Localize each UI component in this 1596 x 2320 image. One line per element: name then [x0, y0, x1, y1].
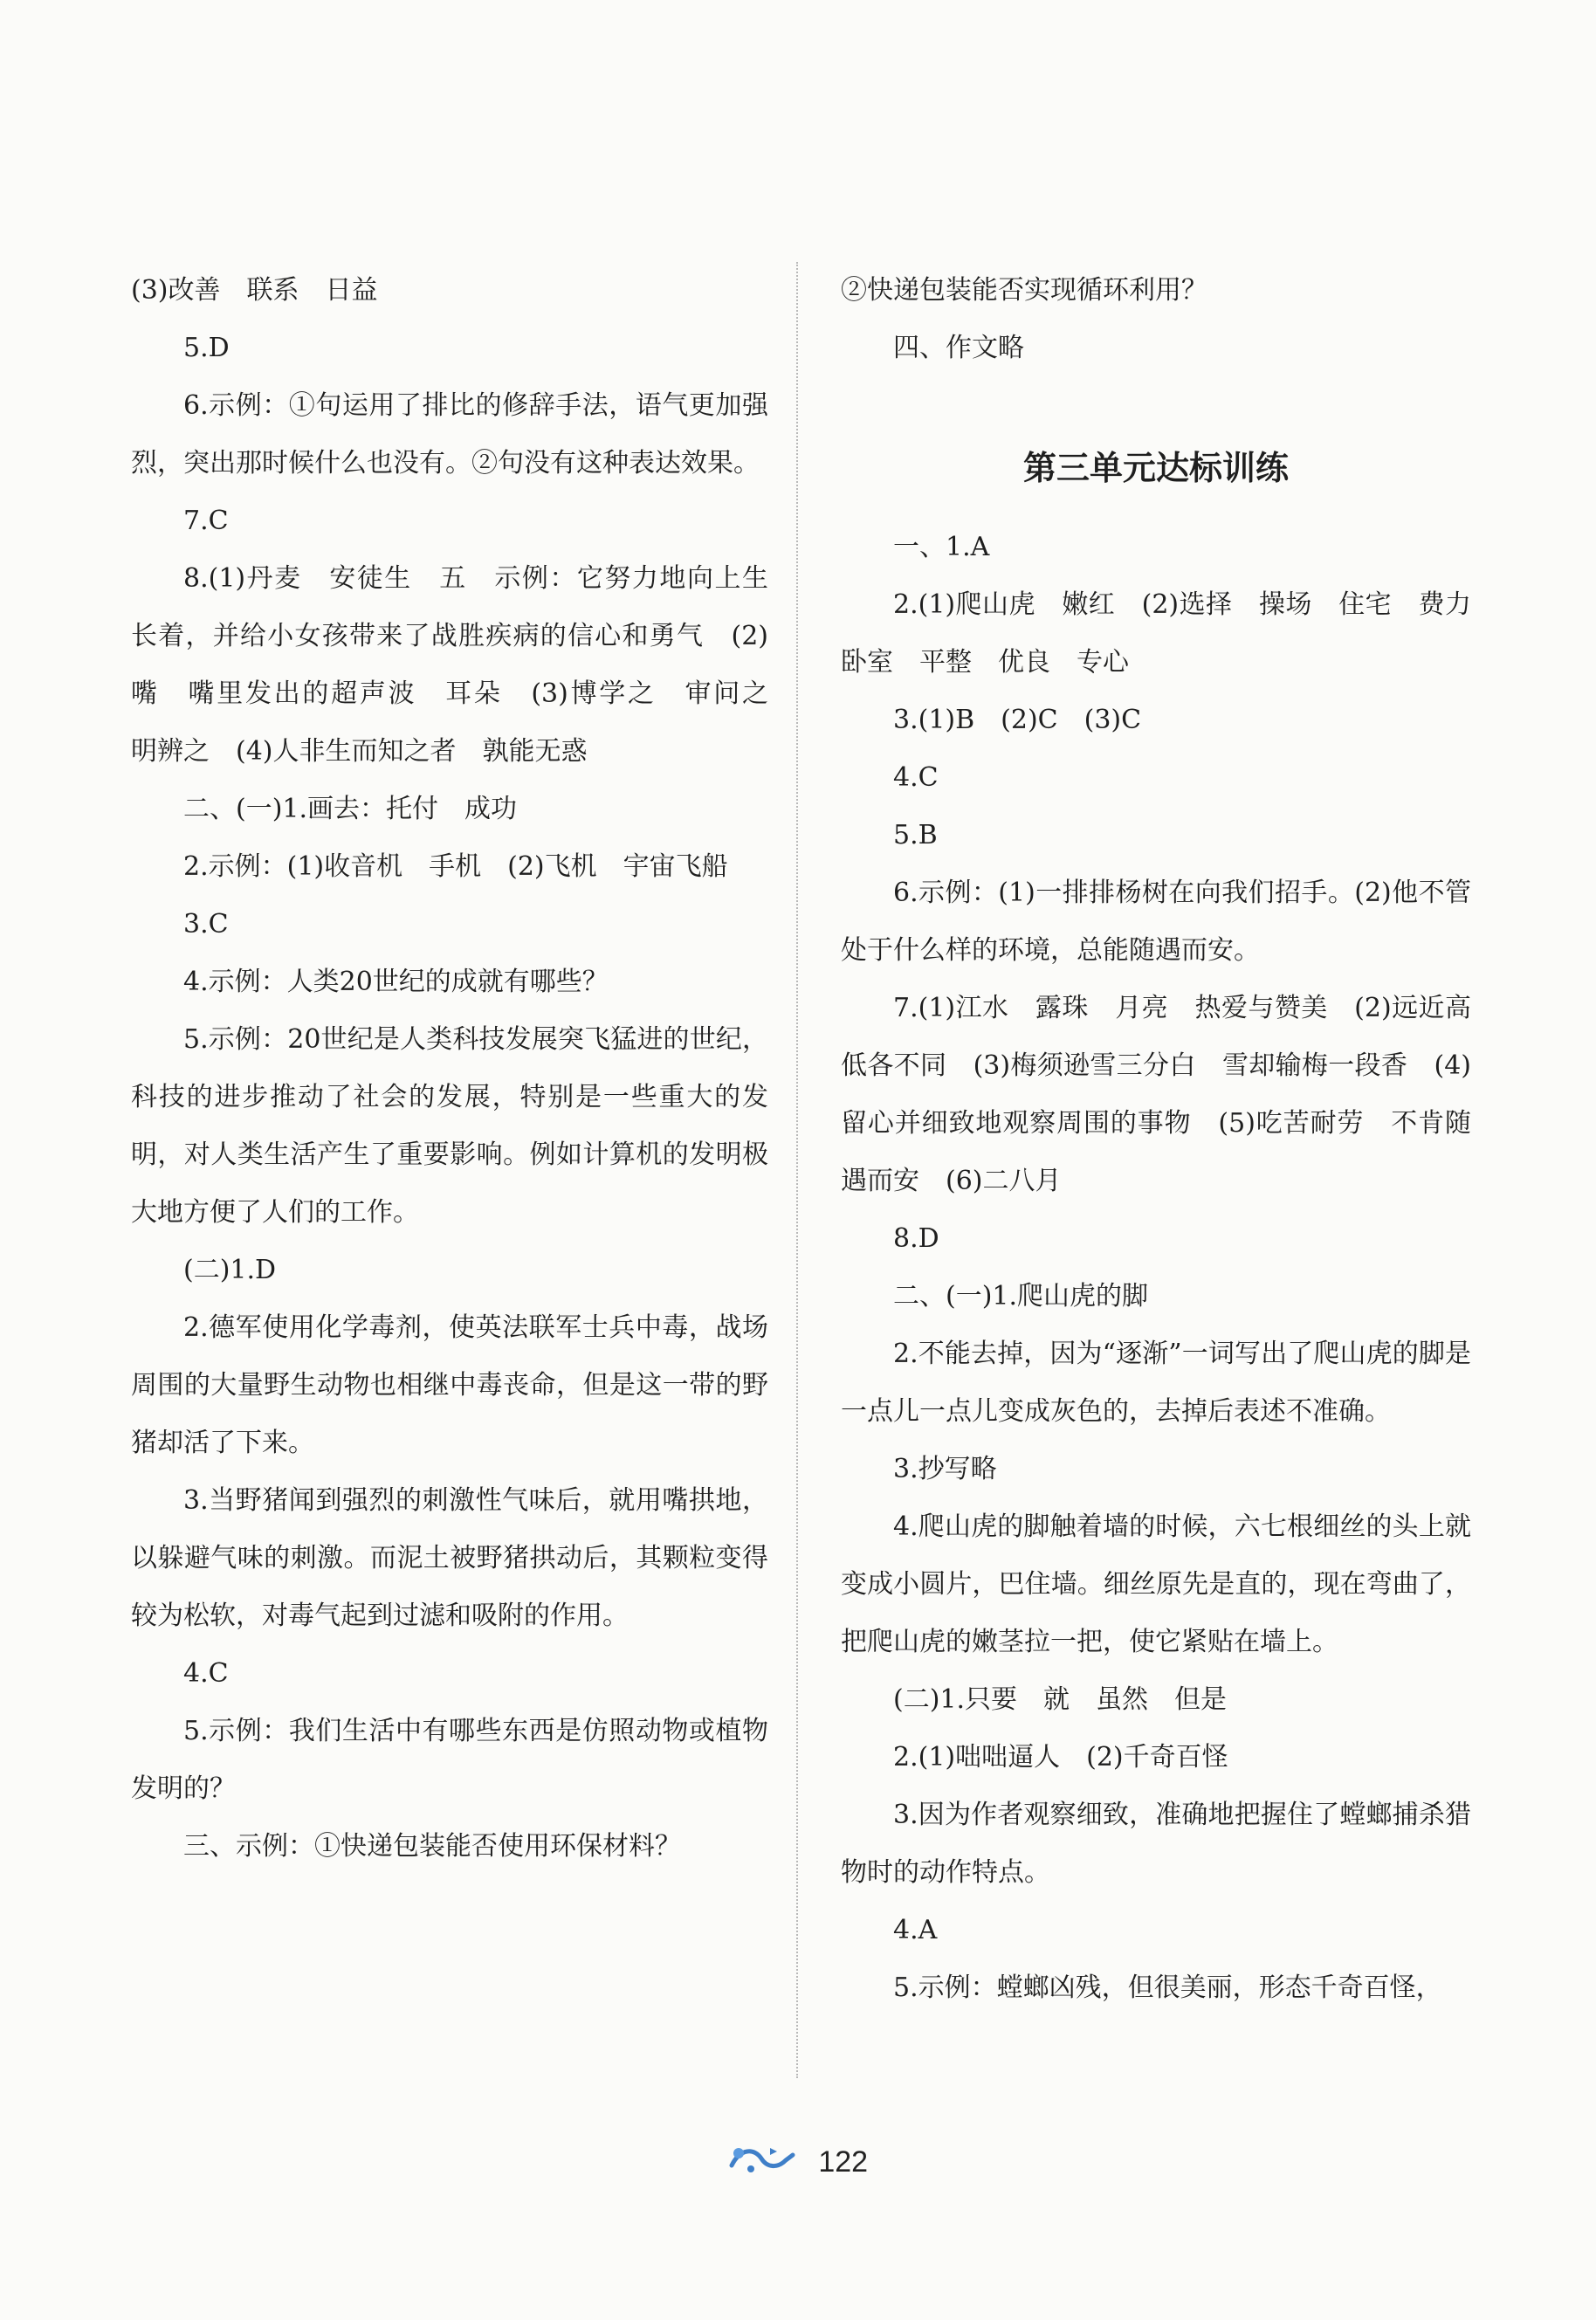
answer-line: 5.D	[183, 333, 230, 363]
answer-line: 三、示例：①快递包装能否使用环保材料？	[183, 1831, 681, 1862]
answer-line: 四、作文略	[893, 333, 1024, 363]
answer-line: 3.(1)B (2)C (3)C	[893, 705, 1142, 735]
section-title: 第三单元达标训练	[1022, 449, 1289, 487]
answer-line: 5.示例：螳螂凶残，但很美丽，形态千奇百怪，	[893, 1972, 1442, 2003]
page-number: 122	[818, 2145, 869, 2179]
answer-line: 2.(1)爬山虎 嫩红 (2)选择 操场 住宅 费力 卧室 平整 优良 专心	[841, 589, 1497, 678]
answer-line: 4.C	[893, 762, 939, 793]
answer-line: 5.示例：我们生活中有哪些东西是仿照动物或植物发明的？	[131, 1716, 768, 1804]
page-footer	[0, 2139, 1596, 2186]
answer-line: 二、(一)1.画去：托付 成功	[183, 794, 518, 824]
answer-line: (二)1.D	[183, 1255, 277, 1285]
answer-line: 4.示例：人类20世纪的成就有哪些？	[183, 967, 609, 997]
answer-line: 二、(一)1.爬山虎的脚	[893, 1281, 1149, 1311]
answer-line: 5.B	[893, 820, 938, 850]
answer-line: 一、1.A	[893, 532, 990, 562]
answer-line: 8.D	[893, 1223, 939, 1254]
answer-line: (3)改善 联系 日益	[131, 275, 378, 306]
answer-line: 3.当野猪闻到强烈的刺激性气味后，就用嘴拱地，以躲避气味的刺激。而泥土被野猪拱动后，其颗粒变得较为松软，对毒气起到过滤和吸附的作用。	[131, 1485, 768, 1631]
answer-line: 7.(1)江水 露珠 月亮 热爱与赞美 (2)远近高低各不同 (3)梅须逊雪三分白 雪却输梅一段香 (4)留心并细致地观察周围的事物 (5)吃苦耐劳 不肯随遇而安 (6)二八月	[841, 993, 1471, 1196]
column-divider	[796, 262, 798, 2078]
answer-line: 5.示例：20世纪是人类科技发展突飞猛进的世纪，科技的进步推动了社会的发展，特别是一些重大的发明，对人类生活产生了重要影响。例如计算机的发明极大地方便了人们的工作。	[131, 1024, 768, 1228]
answer-line: 7.C	[183, 506, 229, 536]
answer-line: 4.C	[183, 1658, 229, 1689]
answer-line: 2.德军使用化学毒剂，使英法联军士兵中毒，战场周围的大量野生动物也相继中毒丧命，但是这一带的野猪却活了下来。	[131, 1312, 768, 1458]
answer-line: (二)1.只要 就 虽然 但是	[893, 1684, 1228, 1715]
answer-line: 6.示例：(1)一排排杨树在向我们招手。(2)他不管处于什么样的环境，总能随遇而安。	[841, 878, 1471, 966]
answer-line: 8.(1)丹麦 安徒生 五 示例：它努力地向上生长着，并给小女孩带来了战胜疾病的信心和勇气 (2)嘴 嘴里发出的超声波 耳朵 (3)博学之 审问之 明辨之 (4)人非生而知之者 孰能无惑	[131, 563, 795, 767]
left-column	[131, 262, 795, 1876]
answer-line: 4.爬山虎的脚触着墙的时候，六七根细丝的头上就变成小圆片，巴住墙。细丝原先是直的，现在弯曲了，把爬山虎的嫩茎拉一把，使它紧贴在墙上。	[841, 1511, 1471, 1657]
blue-swirl-logo-icon	[728, 2139, 798, 2186]
answer-line: 3.抄写略	[893, 1454, 997, 1484]
answer-line: 6.示例：①句运用了排比的修辞手法，语气更加强烈，突出那时候什么也没有。②句没有这种表达效果。	[131, 390, 768, 478]
answer-line: 2.(1)咄咄逼人 (2)千奇百怪	[893, 1742, 1228, 1773]
right-column	[841, 262, 1497, 2017]
answer-line: ②快递包装能否实现循环利用？	[841, 275, 1207, 306]
answer-line: 3.因为作者观察细致，准确地把握住了螳螂捕杀猎物时的动作特点。	[841, 1800, 1471, 1888]
answer-line: 4.A	[893, 1915, 938, 1945]
answer-line: 2.不能去掉，因为“逐渐”一词写出了爬山虎的脚是一点儿一点儿变成灰色的，去掉后表述不准确。	[841, 1339, 1471, 1427]
answer-line: 2.示例：(1)收音机 手机 (2)飞机 宇宙飞船	[183, 851, 728, 882]
answer-line: 3.C	[183, 909, 229, 940]
